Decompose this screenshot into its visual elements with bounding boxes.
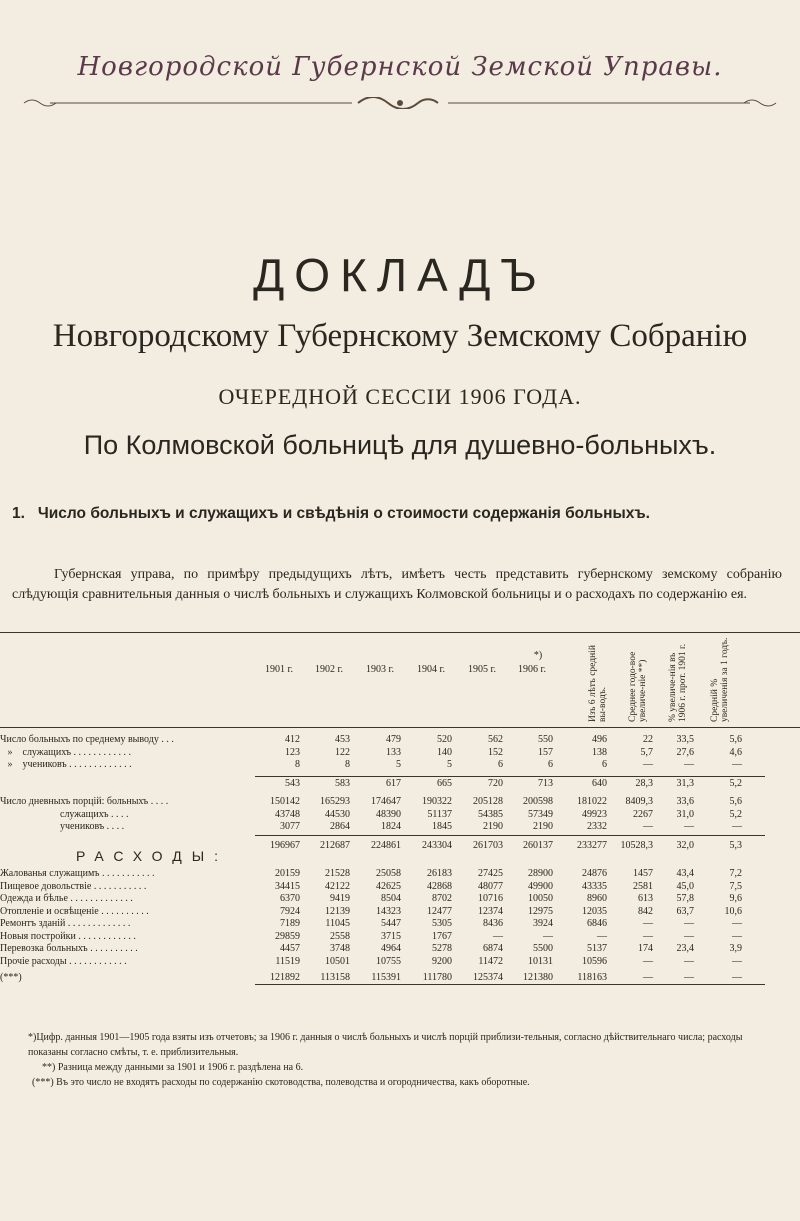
table-cell: 10501 [325,955,350,967]
table-cell: 10755 [376,955,401,967]
table-cell: 12035 [582,905,607,917]
table-cell: 243304 [422,839,452,851]
report-hospital: По Колмовской больницѣ для душевно-больныхъ. [83,430,717,460]
row-label: Жалованья служащимъ . . . . . . . . . . . [0,868,155,879]
table-cell: 7,2 [729,868,742,879]
table-cell: 10716 [478,893,503,904]
table-cell: 26183 [427,868,452,879]
table-cell: 496 [592,734,607,745]
table-cell: 1845 [432,821,452,832]
table-row [0,778,800,792]
table-cell: 233277 [577,839,607,851]
table-cell: 260137 [523,839,553,851]
table-cell: 57,8 [676,893,694,904]
table-cell: 11472 [478,955,503,967]
table-cell: 24876 [582,868,607,879]
year-header: 1902 г. [315,664,343,675]
table-cell: 261703 [473,839,503,851]
table-cell: — [597,930,607,942]
table-cell: 12139 [325,905,350,917]
table-cell: 42868 [427,880,452,892]
table-cell: — [684,955,694,967]
table-cell: 48390 [376,808,401,820]
row-label: Число дневныхъ порцій: больныхъ . . . . [0,796,169,807]
table-cell: 2558 [330,930,350,942]
table-cell: 27,6 [676,746,694,758]
table-cell: 25058 [376,868,401,879]
table-cell: 31,0 [676,808,694,820]
table-cell: 49923 [582,808,607,820]
table-cell: — [643,759,653,770]
table-cell: 3077 [280,821,300,832]
row-label: Новыя постройки . . . . . . . . . . . . [0,930,136,942]
table-cell: — [643,821,653,832]
table-cell: 118163 [577,972,607,983]
table-cell: 51137 [427,808,452,820]
table-cell: 7189 [280,918,300,929]
table-cell: 21528 [325,868,350,879]
year-header: 1906 г. [518,664,546,675]
table-cell: 10131 [528,955,553,967]
table-cell: 10,6 [724,905,742,917]
table-cell: 5 [447,759,452,770]
stat-header: Изъ 6 лѣтъ средній вы-водъ. [588,645,608,722]
table-cell: 27425 [478,868,503,879]
section-title: Число больныхъ и служащихъ и свѣдѣнія о стоимости содержанія больныхъ. [37,505,650,522]
table-cell: 583 [335,777,350,789]
table-row [0,821,800,835]
table-cell: 57349 [528,808,553,820]
table-row [0,759,800,773]
year-header: 1901 г. [265,664,293,675]
table-cell: 3,9 [729,943,742,954]
table-cell: 543 [285,777,300,789]
table-cell: — [643,972,653,983]
row-label: Одежда и бѣлье . . . . . . . . . . . . . [0,893,133,904]
table-cell: 550 [538,734,553,745]
table-cell: — [684,972,694,983]
table-cell: 1457 [633,868,653,879]
table-cell: 43335 [582,880,607,892]
table-cell: 33,6 [676,796,694,807]
section-number: 1. [12,505,25,522]
table-cell: 11519 [275,955,300,967]
table-cell: 12477 [427,905,452,917]
table-cell: 5278 [432,943,452,954]
table-cell: 5137 [587,943,607,954]
table-cell: 6370 [280,893,300,904]
row-label: » служащихъ . . . . . . . . . . . . [0,746,131,758]
table-cell: 3748 [330,943,350,954]
table-cell: 10596 [582,955,607,967]
table-cell: 3924 [533,918,553,929]
stat-header: Средній % увеличенія за 1 годъ. [710,637,730,722]
table-cell: — [684,930,694,942]
row-label: (***) [0,972,22,983]
table-cell: 2332 [587,821,607,832]
table-cell: 205128 [473,796,503,807]
table-cell: 613 [638,893,653,904]
table-cell: 640 [592,777,607,789]
subtotal-rule [255,984,765,985]
table-cell: 5,2 [729,777,742,789]
table-cell: 4457 [280,943,300,954]
table-cell: 2581 [633,880,653,892]
table-cell: 48077 [478,880,503,892]
footnote-marker: *) [533,650,543,661]
table-cell: 54385 [478,808,503,820]
report-addressee: Новгородскому Губернскому Земскому Собранію [52,318,748,354]
table-cell: 4,6 [729,746,742,758]
table-cell: 44530 [325,808,350,820]
table-cell: 5 [396,759,401,770]
footnote: *)Цифр. данныя 1901—1905 года взяты изъ отчетовъ; за 1906 г. данныя о числѣ больныхъ и числѣ порцій приблизи-тельныя, согласно дѣйствительнаго числа; расходы показаны согласно смѣты, т. е. приблизительныя. [28,1032,743,1058]
table-cell: 200598 [523,796,553,807]
table-cell: 9,6 [729,893,742,904]
table-cell: 5,3 [729,839,742,851]
table-cell: 8504 [381,893,401,904]
table-cell: 842 [638,905,653,917]
table-cell: 212687 [320,839,350,851]
table-cell: 10528,3 [620,839,653,851]
table-cell: — [684,821,694,832]
table-cell: 9200 [432,955,452,967]
report-session: ОЧЕРЕДНОЙ СЕССІИ 1906 ГОДА. [218,384,582,409]
table-cell: 42122 [325,880,350,892]
table-cell: 29859 [275,930,300,942]
table-cell: 2190 [483,821,503,832]
table-cell: 174647 [371,796,401,807]
table-cell: — [732,821,742,832]
table-cell: 665 [437,777,452,789]
table-cell: 7,5 [729,880,742,892]
table-cell: 5305 [432,918,452,929]
subtotal-rule [255,835,765,836]
table-cell: 5,6 [729,734,742,745]
table-cell: 8436 [483,918,503,929]
table-cell: 111780 [422,972,452,983]
table-cell: 5,6 [729,796,742,807]
row-label: учениковъ . . . . [0,821,125,832]
row-label: Ремонтъ зданій . . . . . . . . . . . . . [0,918,131,929]
table-top-rule [0,632,800,633]
table-cell: 196967 [270,839,300,851]
table-cell: 42625 [376,880,401,892]
table-cell: 617 [386,777,401,789]
intro-paragraph: Губернская управа, по примѣру предыдущихъ лѣтъ, имѣетъ честь представить губернскому земскому собранію слѣдующія сравнительныя данныя о числѣ больныхъ и служащихъ Колмовской больницы и о расходахъ по содержанію ея. [12,567,782,602]
year-header: 1903 г. [366,664,394,675]
table-cell: 1767 [432,930,452,942]
footnotes [28,1030,768,1090]
table-cell: — [684,759,694,770]
table-cell: 190322 [422,796,452,807]
table-cell: 2190 [533,821,553,832]
header-rule [0,727,800,728]
table-cell: 6 [602,759,607,770]
table-cell: 121892 [270,972,300,983]
table-cell: 122 [335,746,350,758]
table-cell: 6 [498,759,503,770]
expenses-title: РАСХОДЫ: [76,848,228,864]
table-cell: 12374 [478,905,503,917]
table-cell: — [732,918,742,929]
table-cell: 720 [488,777,503,789]
stat-header: % увеличе-нія въ 1906 г. прот. 1901 г. [668,643,688,722]
table-cell: 123 [285,746,300,758]
row-label: » учениковъ . . . . . . . . . . . . . [0,759,132,770]
year-header: 1905 г. [468,664,496,675]
table-cell: 7924 [280,905,300,917]
table-cell: 5500 [533,943,553,954]
table-row [0,956,800,970]
table-cell: 11045 [325,918,350,929]
section-heading [12,505,792,523]
footnote: **) Разница между данными за 1901 и 1906 г. раздѣлена на 6. [42,1062,304,1073]
table-cell: 479 [386,734,401,745]
table-cell: — [732,972,742,983]
table-cell: 8 [295,759,300,770]
report-title: ДОКЛАДЪ [253,249,547,301]
table-cell: 224861 [371,839,401,851]
table-cell: 115391 [371,972,401,983]
table-cell: 157 [538,746,553,758]
stat-header: Среднее годо-вое увеличе-ніе **) [628,651,648,722]
table-cell: 5447 [381,918,401,929]
table-cell: 8702 [432,893,452,904]
table-cell: 31,3 [676,777,694,789]
table-cell: 133 [386,746,401,758]
table-cell: 49900 [528,880,553,892]
table-cell: 10050 [528,893,553,904]
table-cell: 113158 [320,972,350,983]
table-cell: 32,0 [676,839,694,851]
table-cell: 45,0 [676,880,694,892]
table-cell: — [643,955,653,967]
header-script-title: Новгородской Губернской Земской Управы. [77,52,723,82]
subtotal-rule [255,776,765,777]
table-cell: 5,7 [640,746,653,758]
table-cell: — [732,930,742,942]
table-cell: 125374 [473,972,503,983]
table-cell: 140 [437,746,452,758]
table-cell: 138 [592,746,607,758]
table-cell: — [493,930,503,942]
table-cell: 14323 [376,905,401,917]
table-cell: 34415 [275,880,300,892]
ornamental-rule [22,97,778,109]
table-cell: 23,4 [676,943,694,954]
table-cell: — [732,759,742,770]
table-cell: 3715 [381,930,401,942]
table-cell: 8 [345,759,350,770]
row-label: Отопленіе и освѣщеніе . . . . . . . . . . [0,905,149,917]
table-cell: 152 [488,746,503,758]
table-cell: 6 [548,759,553,770]
row-label: Перевозка больныхъ . . . . . . . . . . [0,943,138,954]
table-cell: 713 [538,777,553,789]
table-cell: — [643,918,653,929]
table-cell: 9419 [330,893,350,904]
table-cell: 562 [488,734,503,745]
row-label: Прочіе расходы . . . . . . . . . . . . [0,955,127,967]
row-label: Число больныхъ по среднему выводу . . . [0,734,174,745]
table-cell: 2864 [330,821,350,832]
table-cell: 8960 [587,893,607,904]
table-cell: 43,4 [676,868,694,879]
table-cell: 520 [437,734,452,745]
table-cell: 121380 [523,972,553,983]
footnote: (***) Въ это число не входятъ расходы по содержанію скотоводства, полеводства и огородничества, какъ оборотные. [32,1077,530,1088]
table-cell: 165293 [320,796,350,807]
row-label: служащихъ . . . . [0,808,129,820]
table-cell: 1824 [381,821,401,832]
table-cell: 6846 [587,918,607,929]
table-cell: 453 [335,734,350,745]
table-cell: 4964 [381,943,401,954]
table-cell: 174 [638,943,653,954]
table-cell: 20159 [275,868,300,879]
table-cell: 12975 [528,905,553,917]
table-cell: — [684,918,694,929]
table-cell: 412 [285,734,300,745]
table-cell: 8409,3 [625,796,653,807]
table-cell: — [732,955,742,967]
table-cell: 43748 [275,808,300,820]
row-label: Пищевое довольствіе . . . . . . . . . . . [0,880,147,892]
table-cell: 22 [643,734,653,745]
table-cell: 181022 [577,796,607,807]
table-cell: 150142 [270,796,300,807]
table-cell: 6874 [483,943,503,954]
table-cell: 28900 [528,868,553,879]
table-cell: 28,3 [635,777,653,789]
table-cell: 63,7 [676,905,694,917]
table-cell: 2267 [633,808,653,820]
table-cell: — [543,930,553,942]
table-cell: — [643,930,653,942]
table-cell: 33,5 [676,734,694,745]
year-header: 1904 г. [417,664,445,675]
table-cell: 5,2 [729,808,742,820]
